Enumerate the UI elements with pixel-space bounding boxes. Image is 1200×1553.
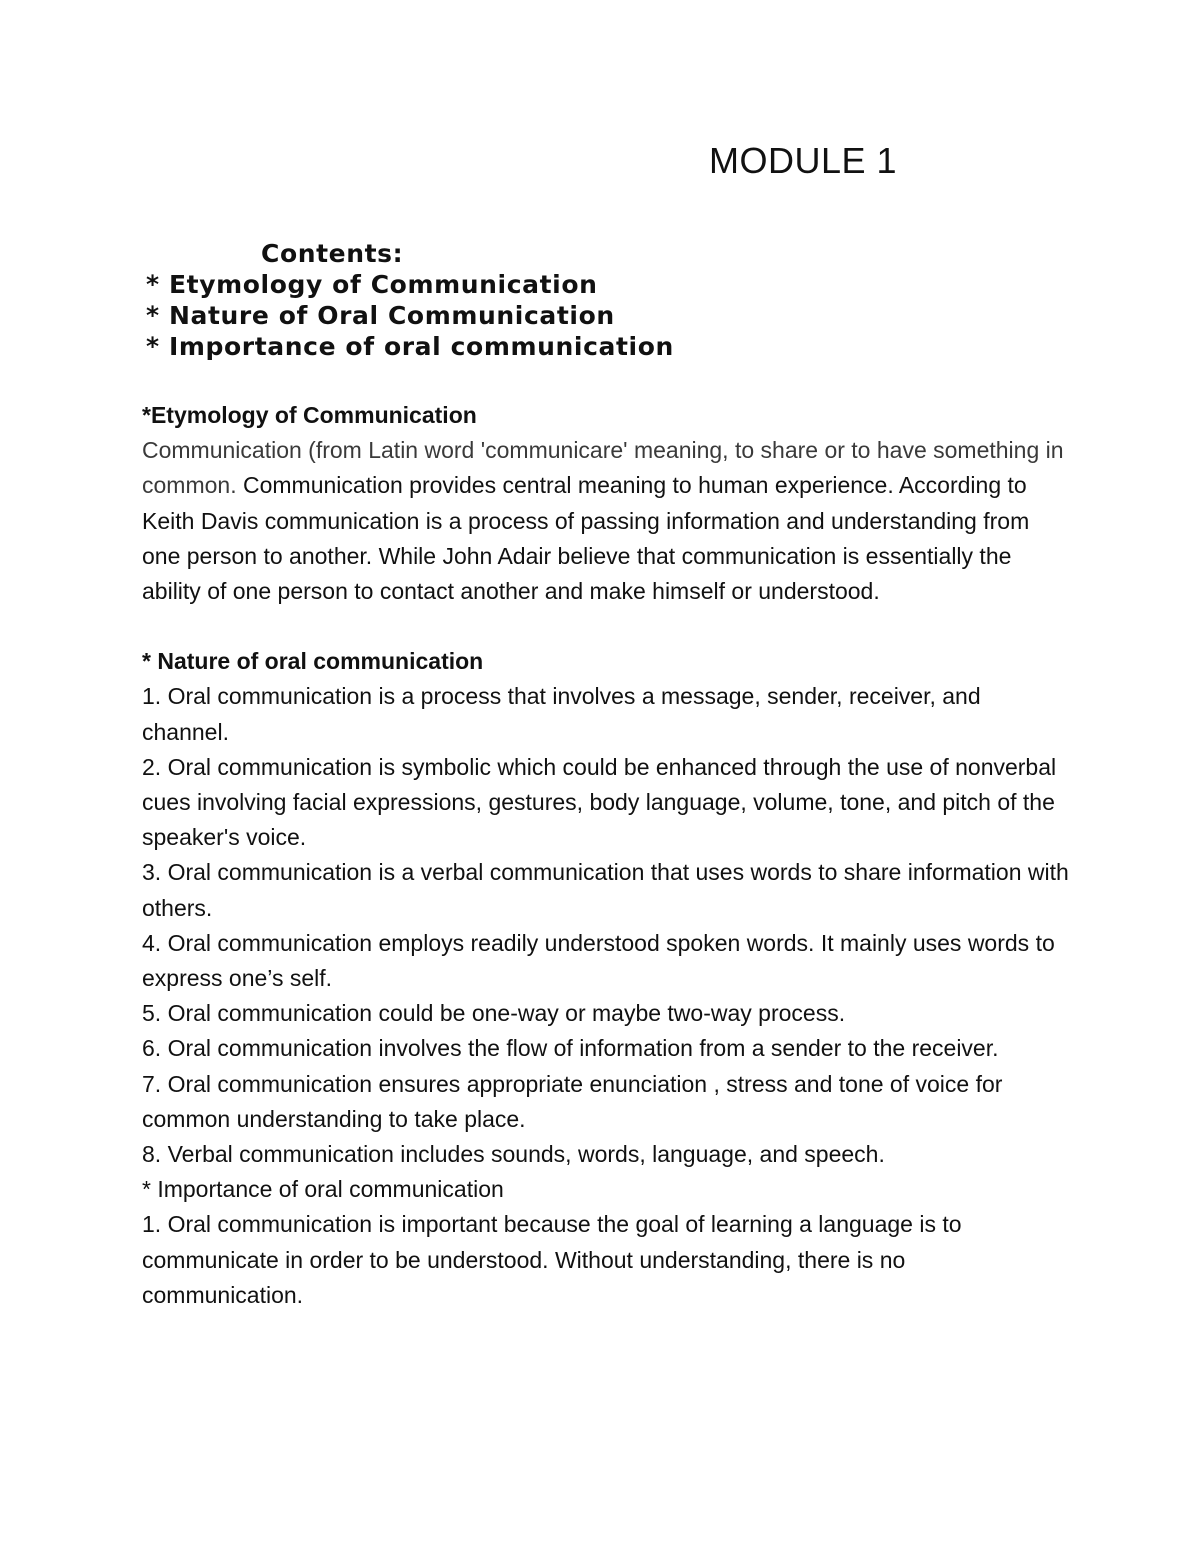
importance-item: 1. Oral communication is important because the goal of learning a language is to communicate in order to be understood. Without understanding, there is no communication. [142,1211,962,1308]
section-spacer [142,609,1072,644]
contents-item-importance: * Importance of oral communication [146,332,674,361]
etymology-body: Communication provides central meaning to human experience. According to Keith Davis communication is a process of passing information and understanding from one person to another. While John Adair believe that communication is essentially the ability of one person to contact another and make himself or understood. [142,472,1030,605]
nature-item: 3. Oral communication is a verbal communication that uses words to share information with others. [142,859,1069,921]
nature-item: 8. Verbal communication includes sounds, words, language, and speech. [142,1141,885,1168]
contents-item-etymology: * Etymology of Communication [146,270,598,299]
module-title: MODULE 1 [709,140,898,181]
contents-item-nature: * Nature of Oral Communication [146,301,615,330]
contents-list [146,269,674,362]
nature-heading: * Nature of oral communication [142,648,484,675]
nature-item: 1. Oral communication is a process that involves a message, sender, receiver, and channel. [142,683,981,745]
etymology-paragraph [142,433,1072,609]
nature-item: 7. Oral communication ensures appropriate enunciation , stress and tone of voice for common understanding to take place. [142,1070,1003,1132]
nature-item: 6. Oral communication involves the flow of information from a sender to the receiver. [142,1035,999,1062]
nature-item: 5. Oral communication could be one-way or maybe two-way process. [142,1000,846,1027]
contents-heading: Contents: [261,239,404,268]
etymology-intro: Communication (from Latin word 'communicare' meaning, to share or to have something in common. [142,437,1064,499]
nature-item: 2. Oral communication is symbolic which could be enhanced through the use of nonverbal cues involving facial expressions, gestures, body language, volume, tone, and pitch of the speaker's voice. [142,753,1057,851]
document-body [142,398,1072,1313]
etymology-heading: *Etymology of Communication [142,402,477,428]
contents-block [146,238,674,362]
importance-heading: * Importance of oral communication [142,1176,504,1203]
nature-item: 4. Oral communication employs readily understood spoken words. It mainly uses words to express one’s self. [142,929,1055,992]
